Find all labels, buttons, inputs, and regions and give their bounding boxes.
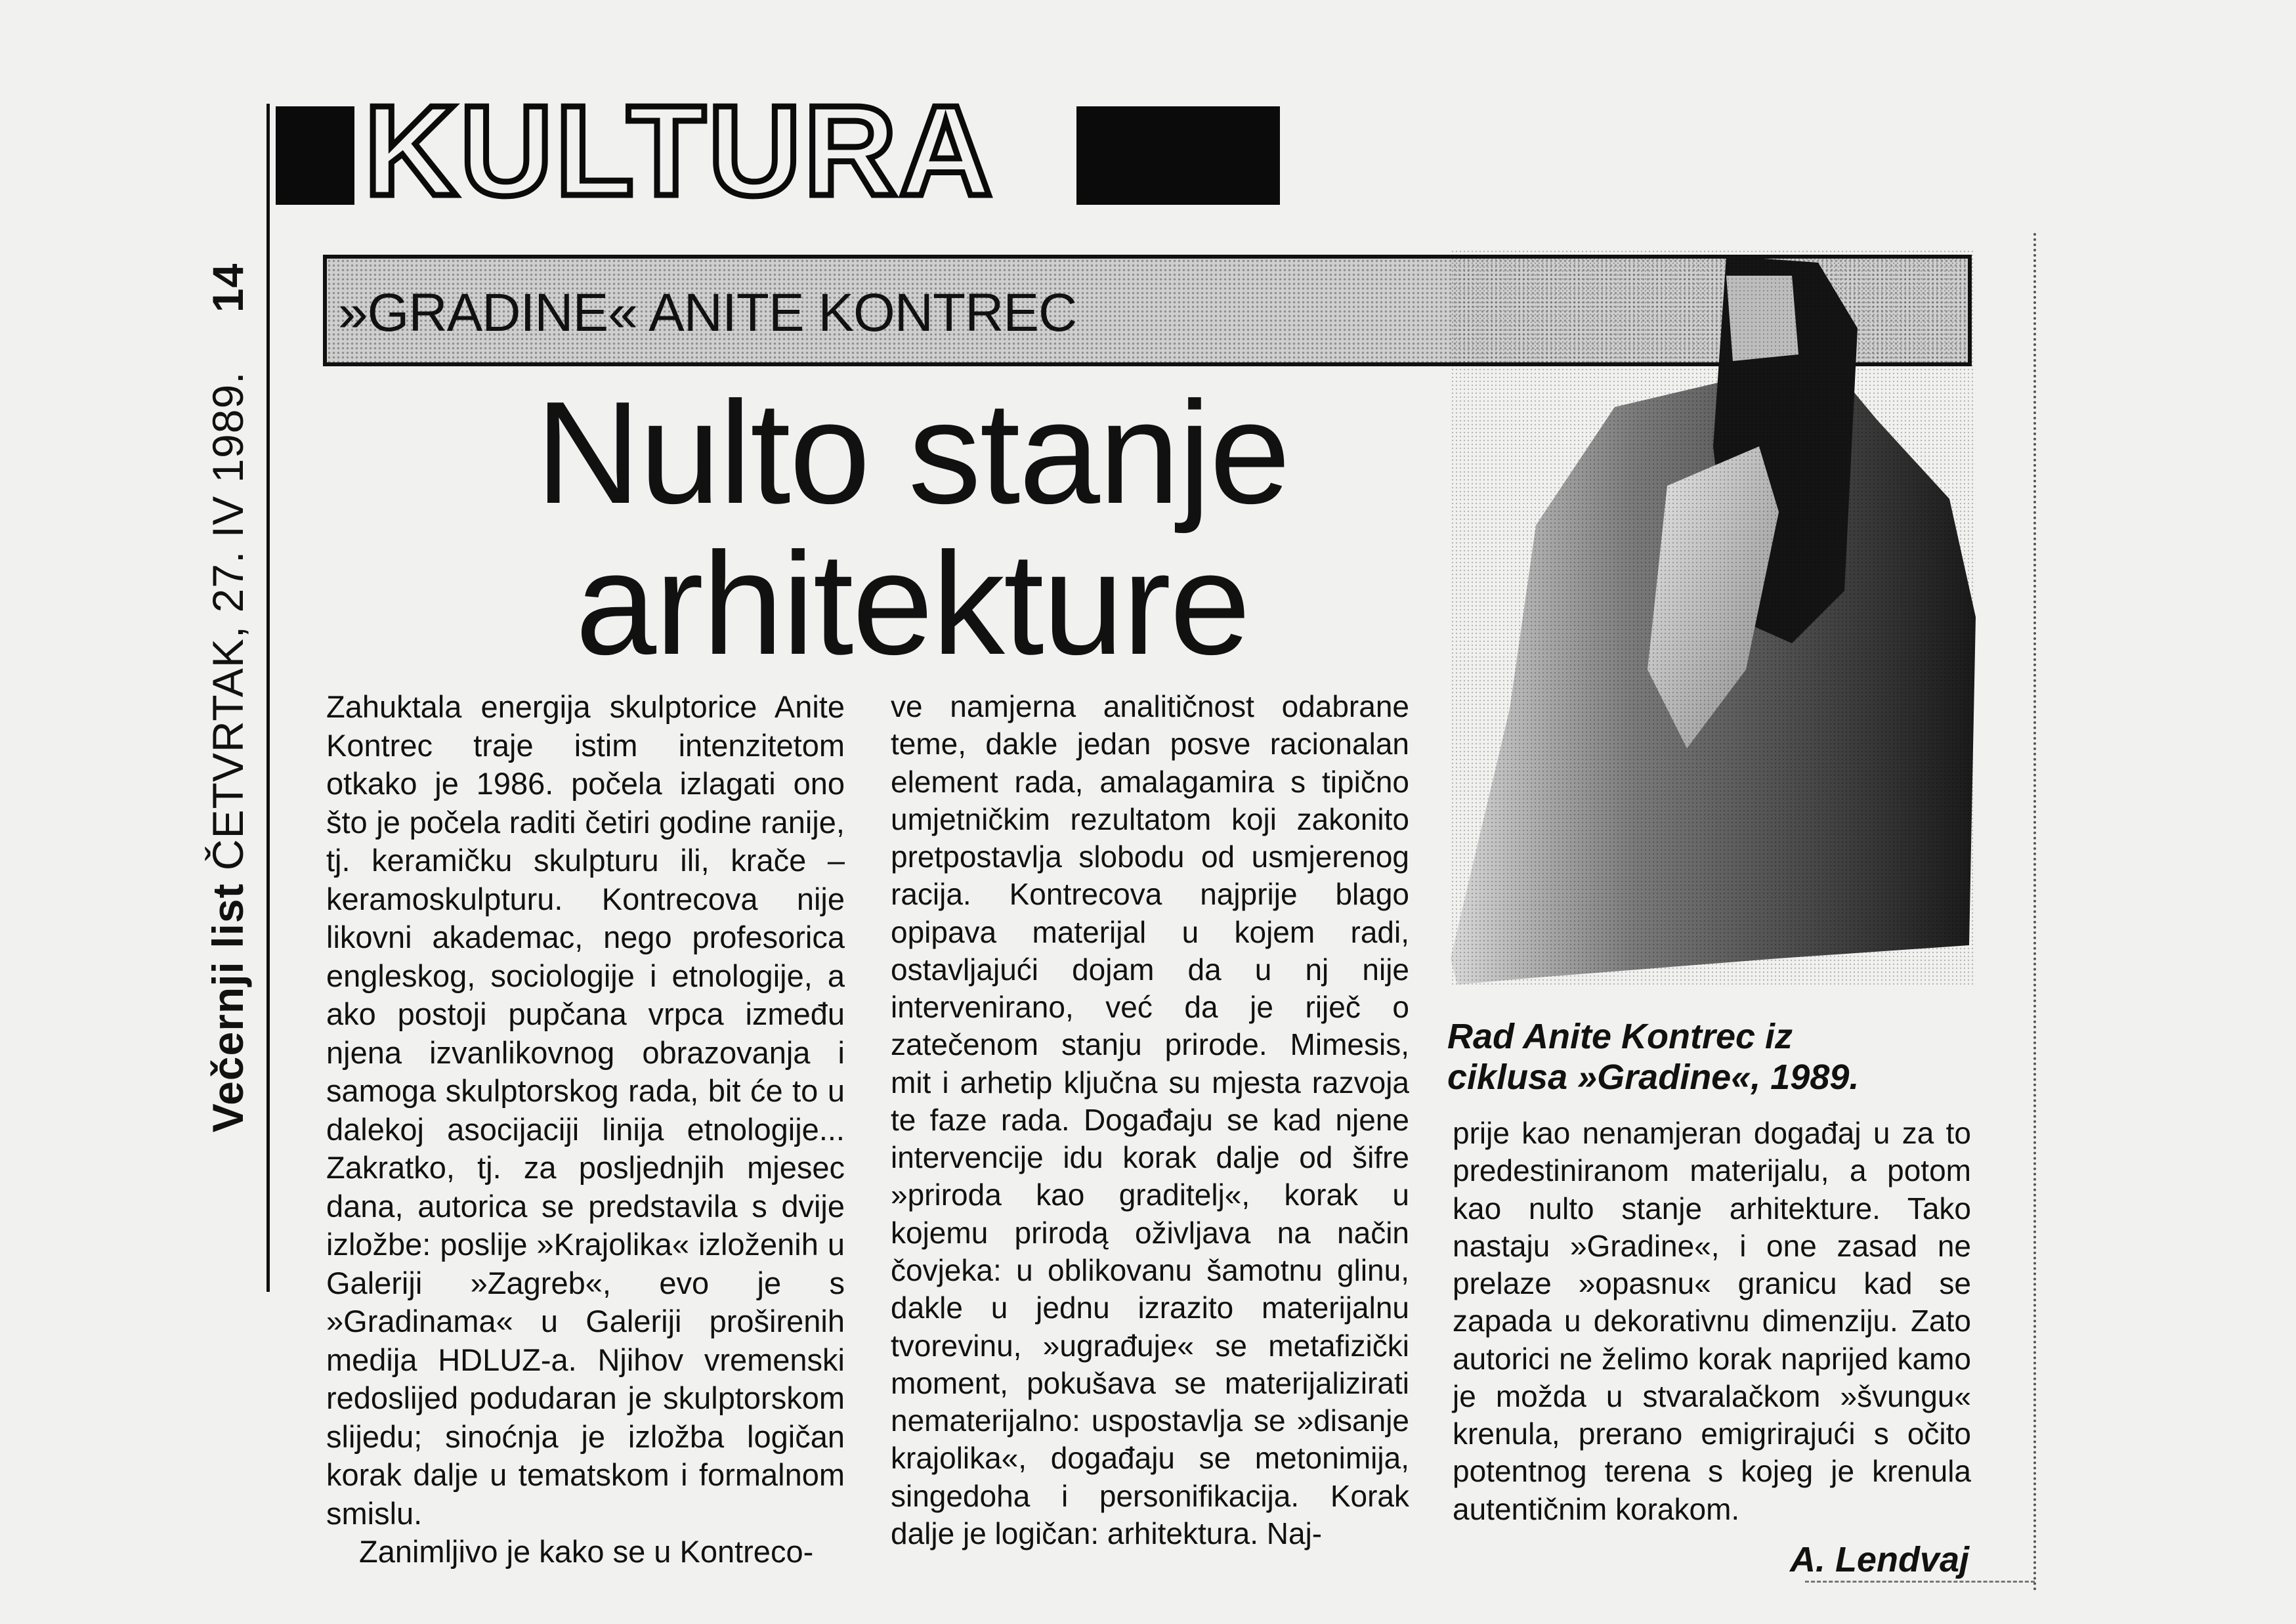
article-kicker: »GRADINE« ANITE KONTREC [338,283,1077,343]
dateline-text [203,263,253,1133]
masthead-block-left [276,106,354,205]
page-number: 14 [203,263,252,313]
headline-line-1: Nulto stanje [535,372,1290,534]
column-2-paragraph: ve namjerna analitičnost odabrane teme, dakle jedan posve racionalan element rada, amalagamira s tipično umjetničkim rezultatom koji zakonito pretpostavlja slobodu od usmjerenog racija. Kontrecova najprije blago opipava materijal u kojem radi, ostavljajući dojam da u nj nije intervenirano, već da je riječ o zatečenom stanju prirode. Mimesis, mit i arhetip ključna su mjesta razvoja te faze rada. Događaju se kad njene intervencije idu korak dalje od šifre »priroda kao graditelj«, korak u kojemu prirodą oživljava na način čovjeka: u oblikovanu šamotnu glinu, dakle u jednu izrazito materijalnu tvorevinu, »ugrađuje« se metafizički moment, pokušava se materijalizirati nematerijalno: uspostavlja se »disanje krajolika«, događaju se metonimija, singedoha i personifikacija. Korak dalje je logičan: arhitektura. Naj- [891,689,1409,1550]
headline-line-2: arhitekture [575,523,1250,685]
article-column-1 [326,688,845,1571]
article-column-2 [891,688,1409,1552]
column-1-paragraph-2: Zanimljivo je kako se u Kontreco- [359,1534,814,1569]
section-title: KULTURA [364,79,995,223]
newspaper-name: Večernji list [203,883,252,1133]
caption-line-2: ciklusa »Gradine«, 1989. [1447,1058,1860,1097]
caption-line-1: Rad Anite Kontrec iz [1447,1017,1793,1056]
sidebar-rule [266,104,270,1292]
article-headline [394,372,1431,685]
publication-date: ČETVRTAK, 27. IV 1989. [203,371,252,871]
article-byline: A. Lendvaj [1789,1540,1969,1579]
column-1-paragraph-1: Zahuktala energija skulptorice Anite Kontrec traje istim intenzitetom otkako je 1986. počela izlagati ono što je počela raditi četiri godine ranije, tj. keramičku skulpturu ili, krače – keramoskulpturu. Kontrecova nije likovni akademac, nego profesorica engleskog, sociologije i etnologije, a ako postoji pupčana vrpca između njena izvanlikovnog obrazovanja i samoga skulptorskog rada, bit će to u dalekoj asocijaciji linija etnologije... Zakratko, tj. za posljednjih mjesec dana, autorica se predstavila s dvije izložbe: poslije »Krajolika« izloženih u Galeriji »Zagreb«, evo je s »Gradinama« u Galeriji proširenih medija HDLUZ-a. Njihov vremenski redoslijed podudaran je skulptorskom slijedu; sinoćnja je izložba logičan korak dalje u tematskom i formalnom smislu. [326,689,845,1531]
right-column-rule [2033,233,2039,1592]
masthead-block-right [1076,106,1280,205]
column-3-paragraph: prije kao nenamjeran događaj u za to predestiniranom materijalu, a potom kao nulto stanje arhitekture. Tako nastaju »Gradine«, i one zasad ne prelaze »opasnu« granicu kad se zapada u dekorativnu dimenziju. Zato autorici ne želimo korak naprijed kamo je možda u stvaralačkom »švungu« krenula, prerano emigrirajući s očito potentnog terena s kojeg je krenula autentičnim korakom. [1453,1116,1971,1526]
photo-caption [1447,1016,1986,1098]
article-column-3 [1453,1115,1971,1528]
section-masthead [276,79,1280,223]
bottom-rule [1805,1581,2035,1583]
sidebar-dateline [192,104,264,1292]
sculpture-photo [1451,249,1976,985]
